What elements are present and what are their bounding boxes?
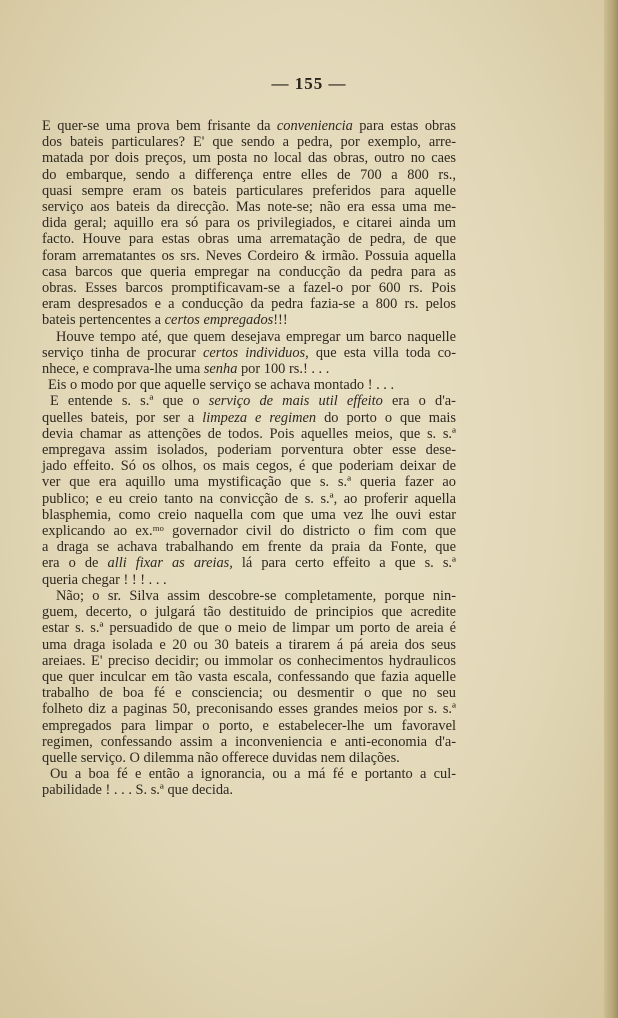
text-run: eram despresados e a conducção da pedra fazia-se a 800 rs. pelos: [42, 296, 456, 313]
text-line: [42, 734, 456, 750]
text-line: [42, 118, 456, 134]
text-run: empregados para limpar o porto, e estabelecer-lhe um favoravel: [42, 717, 456, 734]
text-line: [42, 264, 456, 280]
text-run: Houve tempo até, que quem desejava empregar um barco naquelle: [56, 328, 456, 345]
text-run: a draga se achava trabalhando em frente da praia da Fonte, que: [42, 539, 456, 556]
text-run: quelles bateis, por ser a: [42, 409, 203, 426]
text-run: nhece, e comprava-lhe uma: [42, 361, 204, 378]
text-run: uma draga isolada e 20 ou 30 bateis a tirarem á pá areia dos seus: [42, 636, 456, 653]
text-line: [42, 637, 456, 653]
text-line: [42, 296, 456, 312]
text-line: [42, 280, 456, 296]
text-line: [42, 588, 456, 604]
text-line: [42, 669, 456, 685]
text-run: bateis pertencentes a: [42, 312, 165, 329]
text-run: serviço tinha de procurar: [42, 344, 203, 361]
text-run: que quer inculcar em tão vasta escala, confessando que fazia aquelle: [42, 668, 456, 685]
text-run: devia chamar as attenções de todos. Pois aquelles meios, que s. s.ª: [42, 425, 456, 442]
text-line: [42, 377, 456, 393]
text-run: Não; o sr. Silva assim descobre-se completamente, porque nin-: [56, 587, 456, 604]
text-run: trabalho de boa fé e consciencia; ou desmentir o que no seu: [42, 685, 456, 702]
text-run: jado effeito. Só os olhos, os mais cegos, é que poderiam deixar de: [42, 458, 456, 475]
text-run: !!!: [273, 312, 288, 329]
text-line: [42, 312, 456, 328]
text-line: [42, 231, 456, 247]
text-line: [42, 685, 456, 701]
italic-text: conveniencia: [276, 118, 353, 134]
text-run: por 100 rs.! . . .: [237, 361, 330, 378]
paragraph: [42, 118, 456, 329]
text-line: [42, 345, 456, 361]
text-line: [42, 183, 456, 199]
text-run: queria chegar ! ! ! . . .: [42, 571, 167, 588]
text-line: [42, 426, 456, 442]
italic-text: senha: [203, 361, 238, 378]
text-run: dida geral; aquillo era só para os privilegiados, e citarei ainda um: [42, 215, 456, 232]
text-run: folheto diz a paginas 50, preconisando esses grandes meios por s. s.ª: [42, 701, 456, 718]
text-line: [42, 215, 456, 231]
italic-text: alli fixar as areias,: [107, 555, 233, 572]
text-line: [42, 410, 456, 426]
text-run: quasi sempre eram os bateis particulares preferidos para aquelle: [42, 182, 456, 199]
text-run: estar s. s.ª persuadido de que o meio de limpar um porto de areia é: [42, 620, 456, 637]
text-run: ver que era aquillo uma mystificação que s. s.ª queria fazer ao: [42, 474, 456, 491]
text-line: [42, 507, 456, 523]
text-run: E quer-se uma prova bem frisante da: [42, 118, 277, 134]
text-line: [42, 523, 456, 539]
body-text: [42, 118, 456, 799]
page-edge-shadow: [604, 0, 618, 1018]
text-line: [42, 491, 456, 507]
text-run: matada por dois preços, um posta no local das obras, outro no caes: [42, 150, 456, 167]
text-line: [42, 539, 456, 555]
text-run: para estas obras: [352, 118, 456, 134]
text-line: [42, 701, 456, 717]
text-line: [42, 604, 456, 620]
text-line: [42, 718, 456, 734]
text-run: que esta villa toda co-: [308, 344, 457, 361]
text-run: lá para certo effeito a que s. s.ª: [232, 555, 456, 572]
text-run: Ou a boa fé e então a ignorancia, ou a má fé e portanto a cul-: [50, 766, 456, 783]
text-line: [42, 248, 456, 264]
italic-text: certos individuos,: [202, 344, 309, 361]
text-line: [42, 361, 456, 377]
text-run: guem, decerto, o julgará tão destituido de principios que acredite: [42, 604, 456, 621]
page-number: — 155 —: [271, 74, 347, 93]
text-line: [42, 329, 456, 345]
text-run: era o d'a-: [382, 393, 456, 410]
text-run: E entende s. s.ª que o: [50, 393, 209, 410]
text-run: casa barcos que queria empregar na conducção da pedra para as: [42, 263, 456, 280]
text-run: facto. Houve para estas obras uma arrematação de pedra, de que: [42, 231, 456, 248]
text-run: Eis o modo por que aquelle serviço se achava montado ! . . .: [48, 377, 395, 394]
text-line: [42, 442, 456, 458]
text-run: pabilidade ! . . . S. s.ª que decida.: [42, 782, 233, 799]
text-line: [42, 766, 456, 782]
text-line: [42, 653, 456, 669]
text-run: foram arrematantes os srs. Neves Cordeiro & irmão. Possuia aquella: [42, 247, 456, 264]
text-run: regimen, confessando assim a inconveniencia e anti-economia d'a-: [42, 733, 456, 750]
text-run: blasphemia, como creio naquella com que uma vez lhe ouvi estar: [42, 506, 456, 523]
paragraph: [42, 329, 456, 378]
text-line: [42, 393, 456, 409]
italic-text: limpeza e regimen: [202, 409, 317, 426]
paragraph: [42, 588, 456, 766]
text-line: [42, 167, 456, 183]
text-line: [42, 750, 456, 766]
text-line: [42, 458, 456, 474]
text-run: do porto o que mais: [316, 409, 456, 426]
text-run: areiaes. E' preciso decidir; ou immolar os conhecimentos hydraulicos: [42, 652, 456, 669]
text-line: [42, 572, 456, 588]
paragraph: [42, 377, 456, 393]
text-line: [42, 150, 456, 166]
text-run: do embarque, sendo a differença entre elles de 700 a 800 rs.,: [42, 166, 456, 183]
text-line: [42, 199, 456, 215]
text-line: [42, 134, 456, 150]
italic-text: serviço de mais util effeito: [208, 393, 383, 410]
text-run: era o de: [42, 555, 108, 572]
text-line: [42, 620, 456, 636]
text-line: [42, 555, 456, 571]
text-run: publico; e eu creio tanto na convicção de s. s.ª, ao proferir aquella: [42, 490, 456, 507]
text-run: empregava assim isolados, poderiam porventura obter esse dese-: [42, 442, 456, 459]
paragraph: [42, 393, 456, 587]
text-line: [42, 782, 456, 798]
text-run: dos bateis particulares? E' que sendo a pedra, por exemplo, arre-: [42, 134, 456, 151]
italic-text: certos empregados: [164, 312, 274, 329]
text-run: explicando ao ex.ᵐᵒ governador civil do districto o fim com que: [42, 523, 456, 540]
paragraph: [42, 766, 456, 798]
text-run: quelle serviço. O dilemma não offerece duvidas nem dilações.: [42, 749, 400, 766]
text-run: serviço aos bateis da direcção. Mas note-se; não era essa uma me-: [42, 199, 456, 216]
text-run: obras. Esses barcos promptificavam-se a fazel-o por 600 rs. Pois: [42, 280, 456, 297]
text-line: [42, 474, 456, 490]
